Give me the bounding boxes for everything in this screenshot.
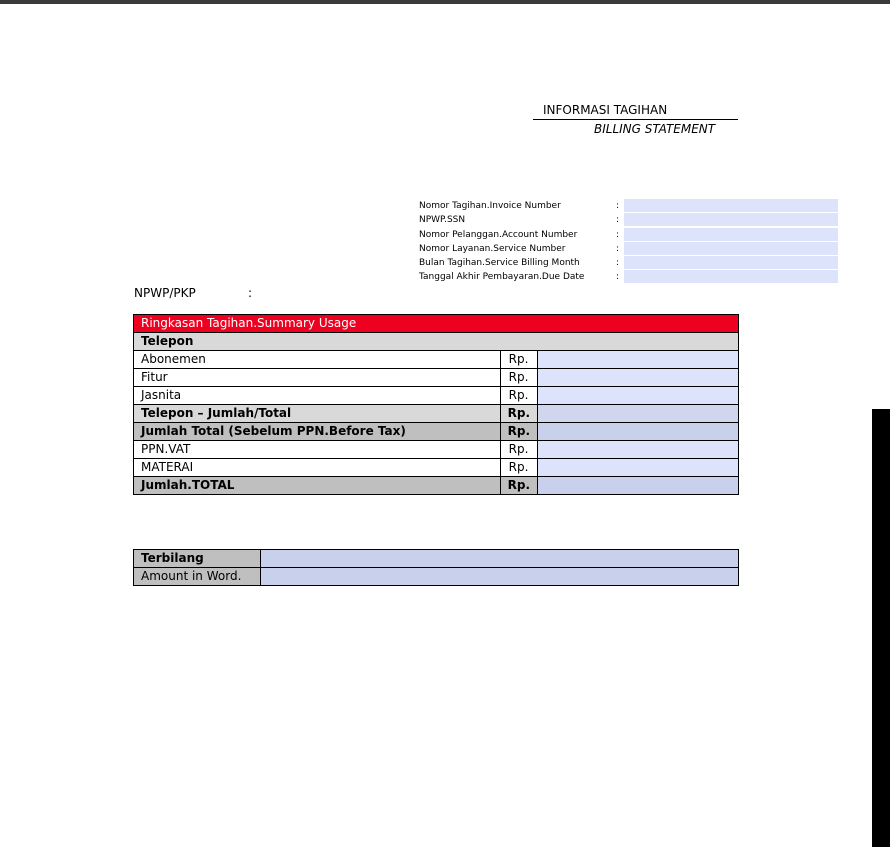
before-tax-row [134,423,739,441]
info-colon: : [616,229,620,240]
materai-amount[interactable] [538,459,739,477]
row-label: Jumlah.TOTAL [134,477,501,495]
currency-label: Rp. [500,405,537,423]
window-top-bar [0,0,890,4]
info-colon: : [616,243,620,254]
scrollbar[interactable] [872,409,890,847]
row-label: Fitur [134,369,501,387]
npwp-label: NPWP/PKP [134,286,196,300]
table-row [134,351,739,369]
account-number-field[interactable] [624,228,838,241]
currency-label: Rp. [500,351,537,369]
fitur-amount[interactable] [538,369,739,387]
npwp-colon: : [248,286,253,300]
amount-in-word-label: Amount in Word. [134,568,261,586]
billing-month-field[interactable] [624,256,838,269]
row-label: Jumlah Total (Sebelum PPN.Before Tax) [134,423,501,441]
subtotal-amount[interactable] [538,405,739,423]
currency-label: Rp. [500,369,537,387]
due-date-field[interactable] [624,270,838,283]
abonemen-amount[interactable] [538,351,739,369]
table-row [134,369,739,387]
document-title: INFORMASI TAGIHAN [543,103,668,117]
info-colon: : [616,201,620,211]
terbilang-label: Terbilang [134,550,261,568]
subtotal-row [134,405,739,423]
info-label: Nomor Layanan.Service Number [419,243,566,254]
vat-amount[interactable] [538,441,739,459]
info-colon: : [616,272,620,283]
jasnita-amount[interactable] [538,387,739,405]
info-label: NPWP.SSN [419,215,466,226]
row-label: PPN.VAT [134,441,501,459]
amount-in-word-field[interactable] [261,568,739,586]
info-label: Tanggal Akhir Pembayaran.Due Date [419,272,585,283]
table-row [134,459,739,477]
info-label: Bulan Tagihan.Service Billing Month [419,258,580,269]
info-label: Nomor Pelanggan.Account Number [419,229,578,240]
invoice-number-field[interactable] [624,199,838,212]
summary-title: Ringkasan Tagihan.Summary Usage [134,315,739,333]
currency-label: Rp. [500,441,537,459]
currency-label: Rp. [500,387,537,405]
info-label: Nomor Tagihan.Invoice Number [419,201,561,211]
currency-label: Rp. [500,459,537,477]
info-colon: : [616,258,620,269]
table-row [134,441,739,459]
summary-table [133,314,739,495]
ssn-field[interactable] [624,213,838,226]
total-row [134,477,739,495]
currency-label: Rp. [500,423,537,441]
currency-label: Rp. [500,477,537,495]
section-telepon: Telepon [134,333,739,351]
row-label: MATERAI [134,459,501,477]
service-number-field[interactable] [624,242,838,255]
total-amount[interactable] [538,477,739,495]
row-label: Telepon – Jumlah/Total [134,405,501,423]
table-row [134,387,739,405]
before-tax-amount[interactable] [538,423,739,441]
title-underline [533,119,738,120]
document-subtitle: BILLING STATEMENT [594,122,716,136]
info-colon: : [616,215,620,226]
words-table [133,549,739,586]
terbilang-field[interactable] [261,550,739,568]
row-label: Abonemen [134,351,501,369]
row-label: Jasnita [134,387,501,405]
